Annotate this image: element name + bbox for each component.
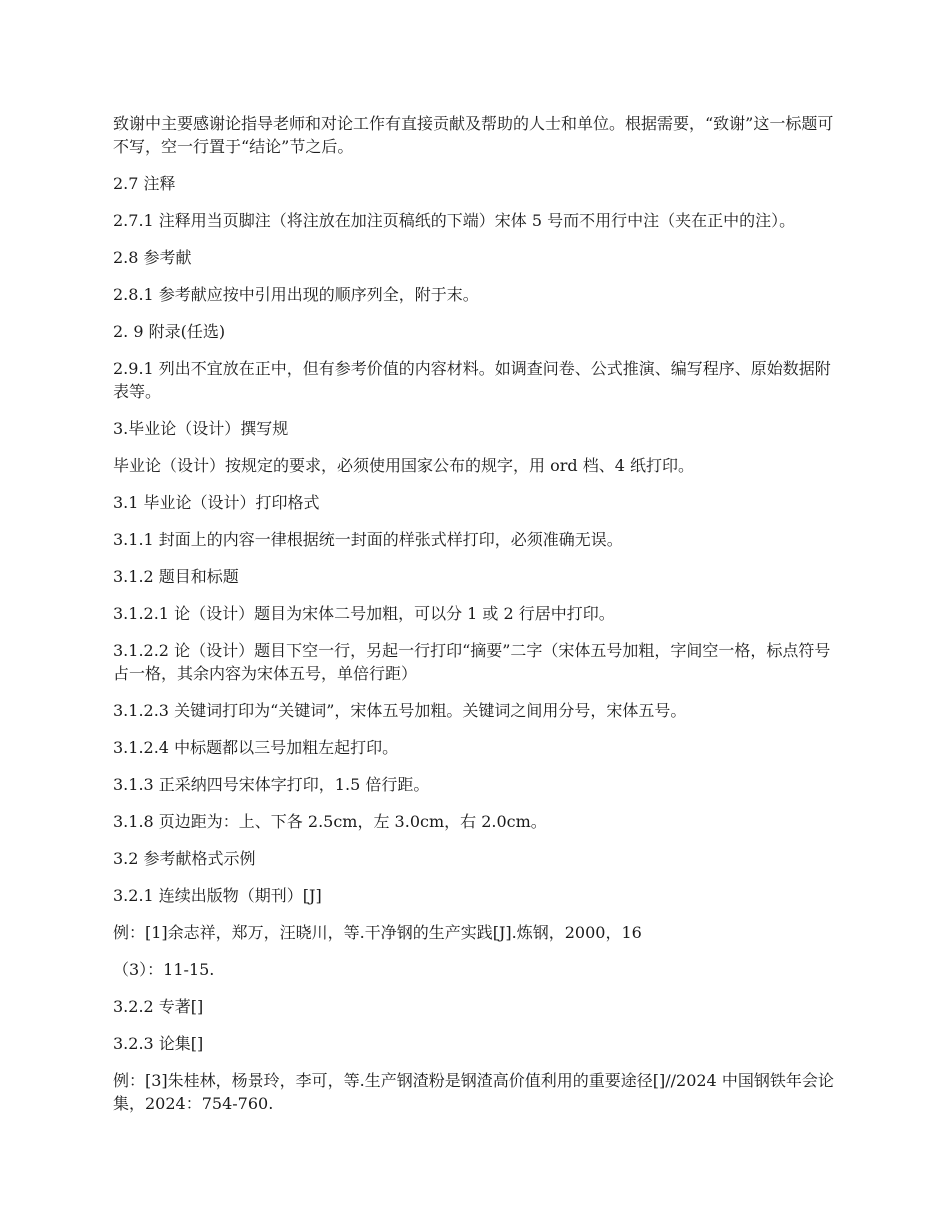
heading-3-2-2: 3.2.2 专著[] [113, 997, 204, 1016]
paragraph-2-8-1: 2.8.1 参考献应按中引用出现的顺序列全，附于末。 [113, 285, 479, 304]
paragraph-3-1-1: 3.1.1 封面上的内容一律根据统一封面的样张式样打印，必须准确无误。 [113, 530, 623, 549]
reference-example-1: 例：[1]余志祥，郑万，汪晓川，等.干净钢的生产实践[J].炼钢，2000，16 [113, 923, 642, 942]
heading-2-7: 2.7 注释 [113, 174, 176, 193]
paragraph-3-1-2-1: 3.1.2.1 论（设计）题目为宋体二号加粗，可以分 1 或 2 行居中打印。 [113, 604, 615, 623]
heading-2-9: 2. 9 附录(任选) [113, 322, 226, 341]
reference-example-3: 例：[3]朱桂林，杨景玲，李可，等.生产钢渣粉是钢渣高价值利用的重要途径[]//2024 中国钢铁年会论集，2024：754-760. [113, 1071, 834, 1113]
paragraph-3-1-8: 3.1.8 页边距为：上、下各 2.5cm，左 3.0cm，右 2.0cm。 [113, 812, 547, 831]
paragraph-3-intro: 毕业论（设计）按规定的要求，必须使用国家公布的规字，用 ord 档、4 纸打印。 [113, 456, 694, 475]
paragraph-2-7-1: 2.7.1 注释用当页脚注（将注放在加注页稿纸的下端）宋体 5 号而不用行中注（夹在正中的注）。 [113, 211, 796, 230]
reference-example-1-continued: （3）：11-15. [113, 960, 215, 979]
heading-3-1: 3.1 毕业论（设计）打印格式 [113, 493, 320, 512]
paragraph-3-1-2-4: 3.1.2.4 中标题都以三号加粗左起打印。 [113, 738, 399, 757]
heading-2-8: 2.8 参考献 [113, 248, 192, 267]
heading-3-2-1: 3.2.1 连续出版物（期刊）[J] [113, 886, 322, 905]
paragraph-3-1-3: 3.1.3 正采纳四号宋体字打印，1.5 倍行距。 [113, 775, 430, 794]
heading-3-2-3: 3.2.3 论集[] [113, 1034, 204, 1053]
paragraph-acknowledgement: 致谢中主要感谢论指导老师和对论工作有直接贡献及帮助的人士和单位。根据需要，“致谢”这一标题可不写，空一行置于“结论”节之后。 [113, 114, 834, 156]
paragraph-2-9-1: 2.9.1 列出不宜放在正中，但有参考价值的内容材料。如调查问卷、公式推演、编写程序、原始数据附表等。 [113, 359, 831, 401]
paragraph-3-1-2-2: 3.1.2.2 论（设计）题目下空一行，另起一行打印“摘要”二字（宋体五号加粗，字间空一格，标点符号占一格，其余内容为宋体五号，单倍行距） [113, 641, 831, 683]
document-body [113, 112, 835, 1129]
heading-3: 3.毕业论（设计）撰写规 [113, 419, 289, 438]
heading-3-1-2: 3.1.2 题目和标题 [113, 567, 239, 586]
paragraph-3-1-2-3: 3.1.2.3 关键词打印为“关键词”，宋体五号加粗。关键词之间用分号，宋体五号。 [113, 701, 687, 720]
heading-3-2: 3.2 参考献格式示例 [113, 849, 256, 868]
